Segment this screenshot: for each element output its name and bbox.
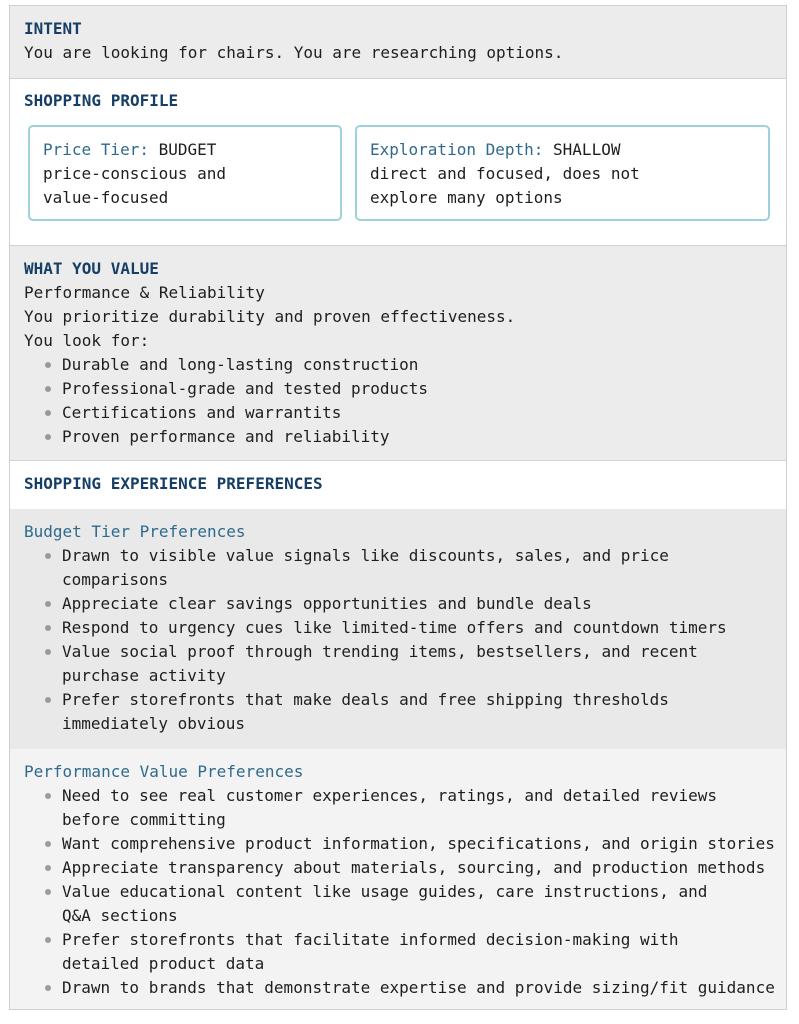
list-item: Value social proof through trending items, bestsellers, and recent [62,640,698,664]
list-item: Professional-grade and tested products [62,377,428,401]
budget-preferences-section [10,509,786,749]
exploration-depth-desc-2: explore many options [370,188,563,207]
values-heading: WHAT YOU VALUE [24,259,159,278]
list-item-continuation: detailed product data [62,954,265,973]
price-tier-desc-1: price-conscious and [43,164,227,183]
list-item-continuation: comparisons [62,570,168,589]
exploration-depth-value: SHALLOW [553,140,621,159]
list-item: Appreciate clear savings opportunities and bundle deals [62,592,592,616]
price-tier-card [28,125,342,221]
list-item: Respond to urgency cues like limited-time offers and countdown timers [62,616,727,640]
exploration-depth-label: Exploration Depth: [370,140,544,159]
list-item: Drawn to visible value signals like discounts, sales, and price [62,544,669,568]
experience-heading: SHOPPING EXPERIENCE PREFERENCES [24,474,323,493]
list-item: Appreciate transparency about materials, sourcing, and production methods [62,856,765,880]
list-item: Drawn to brands that demonstrate expertise and provide sizing/fit guidance [62,976,775,1000]
list-item: Certifications and warrantits [62,401,341,425]
experience-heading-section [10,461,786,509]
persona-panel [9,5,787,1010]
price-tier-value: BUDGET [158,140,217,159]
values-section [10,246,786,460]
list-item-continuation: before committing [62,810,226,829]
performance-preferences-section [10,749,786,1009]
list-item: Durable and long-lasting construction [62,353,418,377]
price-tier-desc-2: value-focused [43,188,169,207]
values-lookfor: You look for: [24,331,150,350]
list-item: Prefer storefronts that facilitate informed decision-making with [62,928,679,952]
performance-preferences-title: Performance Value Preferences [24,762,304,781]
budget-preferences-title: Budget Tier Preferences [24,522,246,541]
exploration-depth-desc-1: direct and focused, does not [370,164,640,183]
profile-section [10,79,786,245]
values-summary: You prioritize durability and proven effectiveness. [24,307,516,326]
intent-text: You are looking for chairs. You are researching options. [24,43,564,62]
exploration-depth-line [370,138,620,162]
profile-heading: SHOPPING PROFILE [24,91,179,110]
list-item-continuation: immediately obvious [62,714,246,733]
intent-section [10,6,786,78]
list-item-continuation: purchase activity [62,666,226,685]
intent-heading: INTENT [24,19,82,38]
price-tier-line [43,138,216,162]
list-item: Need to see real customer experiences, ratings, and detailed reviews [62,784,717,808]
list-item: Prefer storefronts that make deals and free shipping thresholds [62,688,669,712]
values-title: Performance & Reliability [24,283,265,302]
price-tier-label: Price Tier: [43,140,149,159]
exploration-depth-card [355,125,770,221]
list-item: Proven performance and reliability [62,425,390,449]
list-item-continuation: Q&A sections [62,906,178,925]
list-item: Value educational content like usage guides, care instructions, and [62,880,707,904]
list-item: Want comprehensive product information, specifications, and origin stories [62,832,775,856]
